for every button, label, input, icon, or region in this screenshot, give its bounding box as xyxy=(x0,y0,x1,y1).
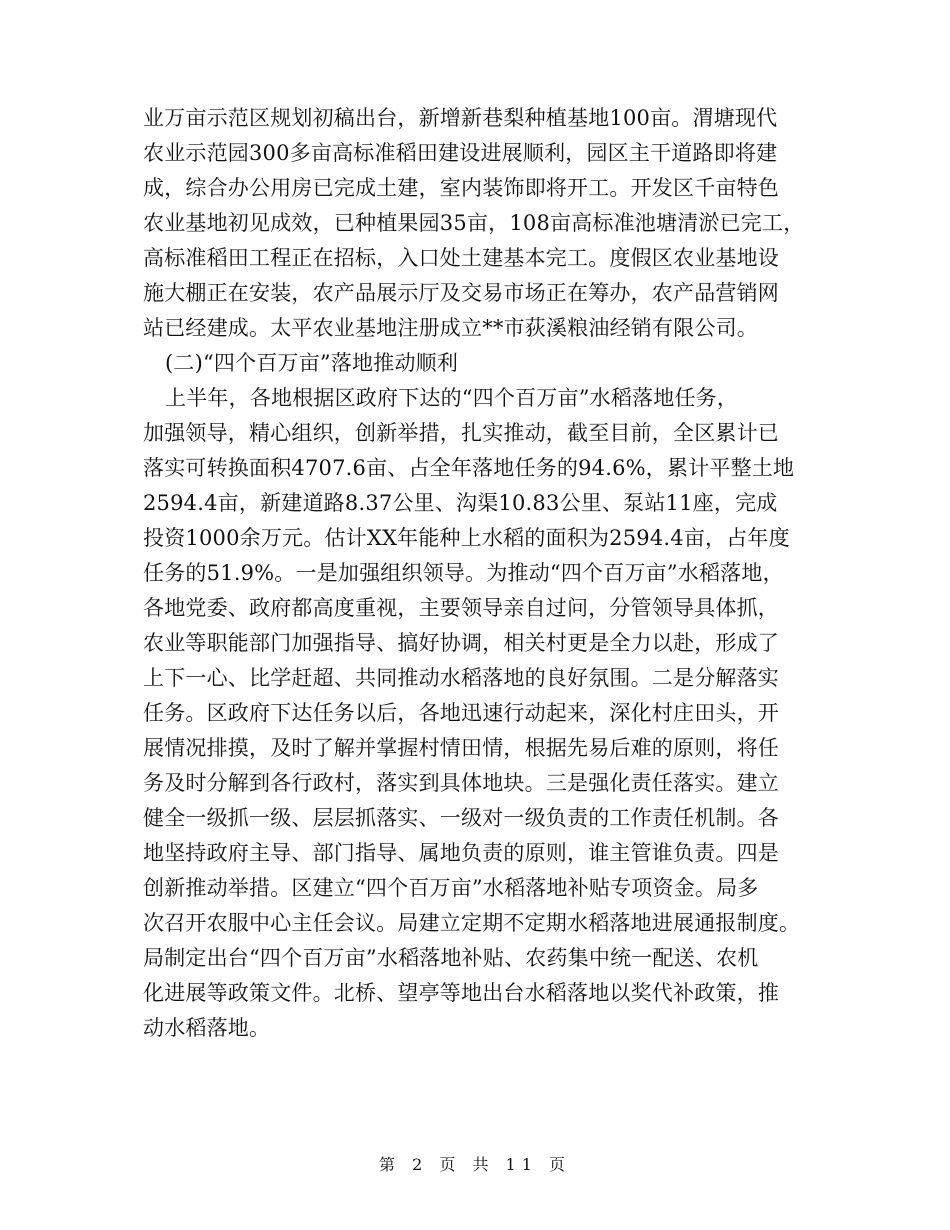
text-line-27: 动水稻落地。 xyxy=(143,1016,271,1040)
text-line-2: 农业示范园300多亩高标准稻田建设进展顺利，园区主干道路即将建 xyxy=(143,141,778,165)
text-line-19: 展情况排摸，及时了解并掌握村情田情，根据先易后难的原则，将任 xyxy=(143,736,779,760)
text-line-11: 落实可转换面积4707.6亩、占全年落地任务的94.6%，累计平整土地 xyxy=(143,456,795,480)
text-line-18: 任务。区政府下达任务以后，各地迅速行动起来，深化村庄田头，开 xyxy=(143,701,779,725)
text-line-13: 投资1000余万元。估计XX年能种上水稻的面积为2594.4亩，占年度 xyxy=(143,526,790,550)
text-line-20: 务及时分解到各行政村，落实到具体地块。三是强化责任落实。建立 xyxy=(143,771,779,795)
text-line-9: 上半年，各地根据区政府下达的“四个百万亩”水稻落地任务， xyxy=(165,386,739,410)
body-text xyxy=(143,101,808,1046)
text-line-6: 施大棚正在安装，农产品展示厅及交易市场正在筹办，农产品营销网 xyxy=(143,281,779,305)
text-line-17: 上下一心、比学赶超、共同推动水稻落地的良好氛围。二是分解落实 xyxy=(143,666,779,690)
text-line-3: 成，综合办公用房已完成土建，室内装饰即将开工。开发区千亩特色 xyxy=(143,176,779,200)
text-line-5: 高标准稻田工程正在招标，入口处土建基本完工。度假区农业基地设 xyxy=(143,246,779,270)
page-number-footer: 第 2 页 共 11 页 xyxy=(379,1155,571,1174)
text-line-1: 业万亩示范区规划初稿出台，新增新巷梨种植基地100亩。渭塘现代 xyxy=(143,106,778,130)
text-line-21: 健全一级抓一级、层层抓落实、一级对一级负责的工作责任机制。各 xyxy=(143,806,779,830)
text-line-16: 农业等职能部门加强指导、搞好协调，相关村更是全力以赴，形成了 xyxy=(143,631,779,655)
text-line-10: 加强领导，精心组织，创新举措，扎实推动，截至目前，全区累计已 xyxy=(143,421,779,445)
text-line-22: 地坚持政府主导、部门指导、属地负责的原则，谁主管谁负责。四是 xyxy=(143,841,779,865)
text-line-14: 任务的51.9%。一是加强组织领导。为推动“四个百万亩”水稻落地， xyxy=(143,561,784,585)
text-line-25: 局制定出台“四个百万亩”水稻落地补贴、农药集中统一配送、农机 xyxy=(143,946,759,970)
text-line-7: 站已经建成。太平农业基地注册成立**市荻溪粮油经销有限公司。 xyxy=(143,316,758,340)
text-line-23: 创新推动举措。区建立“四个百万亩”水稻落地补贴专项资金。局多 xyxy=(143,876,759,900)
text-line-4: 农业基地初见成效，已种植果园35亩，108亩高标准池塘清淤已完工， xyxy=(143,211,805,235)
text-line-15: 各地党委、政府都高度重视，主要领导亲自过问，分管领导具体抓， xyxy=(143,596,779,620)
text-line-12: 2594.4亩，新建道路8.37公里、沟渠10.83公里、泵站11座，完成 xyxy=(143,491,778,515)
text-line-24: 次召开农服中心主任会议。局建立定期不定期水稻落地进展通报制度。 xyxy=(143,911,801,935)
section-heading: (二)“四个百万亩”落地推动顺利 xyxy=(165,351,459,375)
text-line-26: 化进展等政策文件。北桥、望亭等地出台水稻落地以奖代补政策，推 xyxy=(143,981,779,1005)
